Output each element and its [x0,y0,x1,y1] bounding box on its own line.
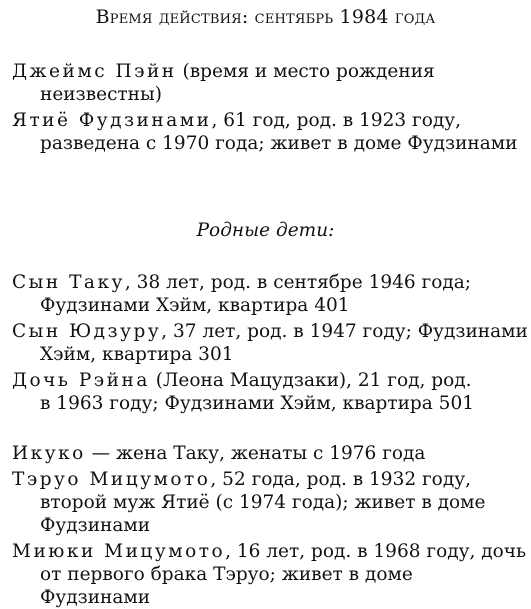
entry-line-1 [12,369,524,392]
entry-line-1 [12,109,524,132]
entry-line-2: второй муж Ятиё (с 1974 года); живет в доме [40,492,486,513]
entry-line-2: от первого брака Тэруо; живет в доме Фудзинами [40,564,413,608]
child-entry-yudzuru [12,320,528,366]
entry-text: (Леона Мацудзаки), 21 год, род. [149,370,472,391]
entry-line-3: Фудзинами [40,515,151,536]
entry-line-2: в 1963 году; Фудзинами Хэйм, квартира 501 [40,393,474,414]
entry-line-2: разведена с 1970 года; живет в доме Фудзинами [40,133,518,154]
entry-text: , 52 года, род. в 1932 году, [210,469,471,490]
entry-line-1 [12,442,524,465]
character-name: Сын Таку [12,272,125,293]
entry-text: — жена Таку, женаты с 1976 года [85,443,426,464]
entry-line-1 [12,320,528,343]
other-entry-miyuki-mitsumoto [12,540,527,609]
character-name: Тэруо Мицумото [12,469,211,490]
child-entry-taku [12,271,524,317]
character-name: Ятиё Фудзинами [12,110,212,131]
character-name: Миюки Мицумото [12,541,226,562]
entry-line-2: Хэйм, квартира 301 [40,344,234,365]
entry-line-2: неизвестны) [40,84,162,105]
character-entry-yatiyo-fudzinami [12,109,524,155]
other-entry-teruo-mitsumoto [12,468,524,537]
character-name: Дочь Рэйна [12,370,150,391]
character-entry-james-payne [12,60,524,106]
entry-line-1 [12,271,524,294]
other-entry-ikuko [12,442,524,465]
entry-text: , 16 лет, род. в 1968 году, дочь [225,541,527,562]
child-entry-reyna [12,369,524,415]
entry-line-1 [12,60,524,83]
entry-line-1 [12,540,527,563]
entry-text: , 38 лет, род. в сентябре 1946 года; [124,272,472,293]
entry-line-1 [12,468,524,491]
entry-text: , 37 лет, род. в 1947 году; Фудзинами [161,321,528,342]
character-name: Джеймс Пэйн [12,61,177,82]
entry-text: , 61 год, род. в 1923 году, [211,110,462,131]
character-name: Сын Юдзуру [12,321,162,342]
entry-text: (время и место рождения [176,61,435,82]
page-header: Время действия: сентябрь 1984 года [95,6,436,28]
entry-line-2: Фудзинами Хэйм, квартира 401 [40,295,350,316]
section-title-children: Родные дети: [196,220,335,241]
character-name: Икуко [12,443,86,464]
